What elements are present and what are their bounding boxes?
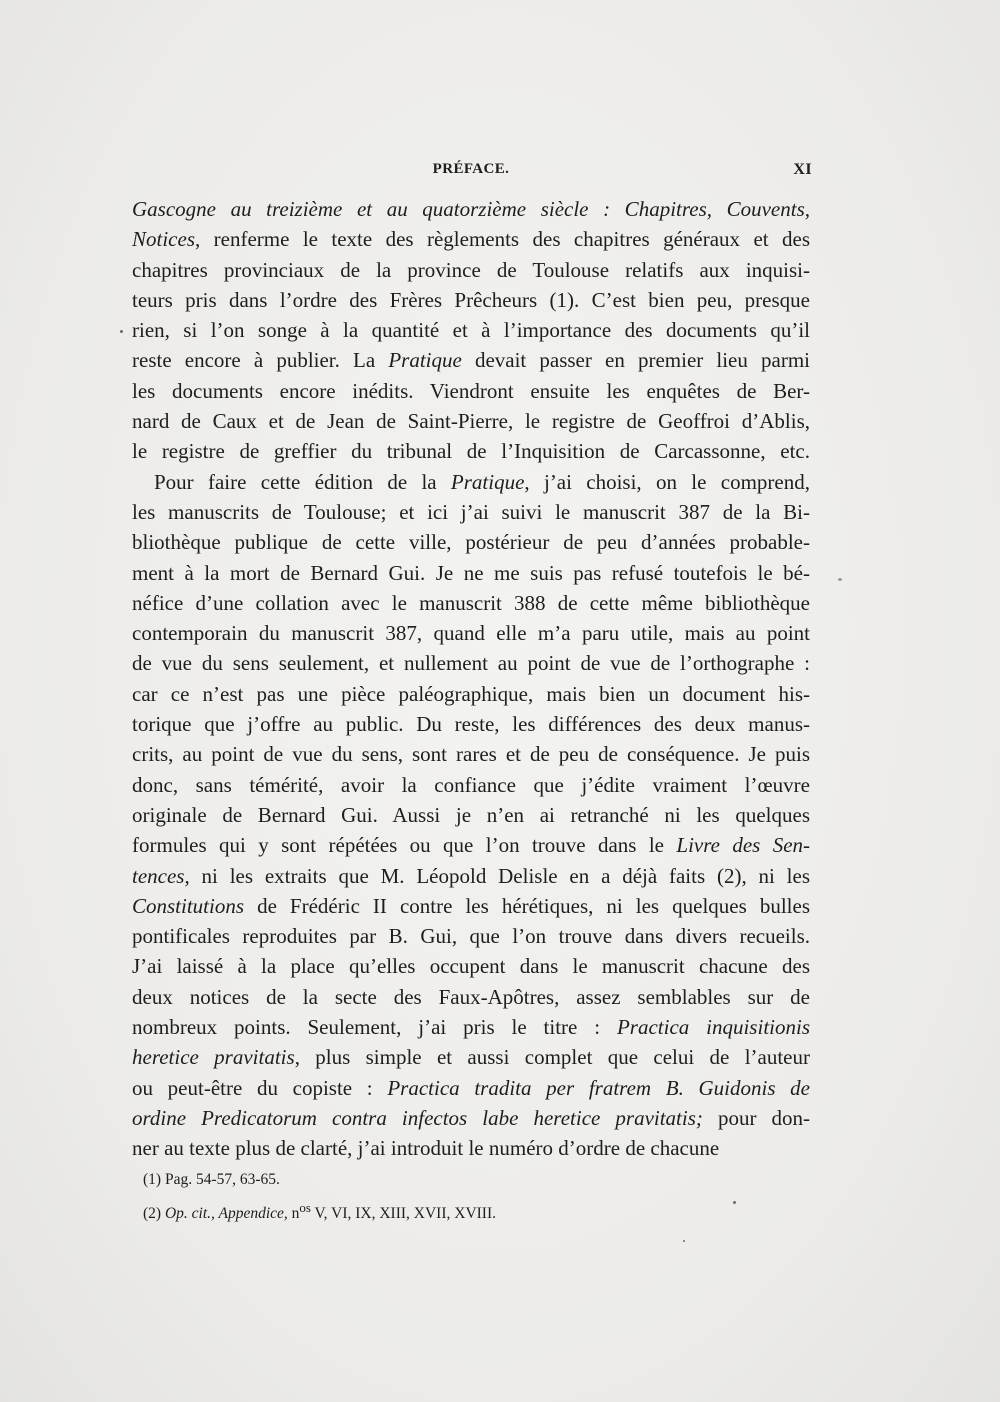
text-line: deux notices de la secte des Faux-Apôtres, assez semblables sur de: [132, 984, 810, 1009]
text-line: Gascogne au treizième et au quatorzième siècle : Chapitres, Couvents,: [132, 197, 810, 221]
text-line: torique que j’offre au public. Du reste, les différences des deux manus-: [132, 712, 810, 737]
text-line: chapitres provinciaux de la province de Toulouse relatifs aux inquisi-: [132, 257, 810, 282]
paper-speck: [683, 1240, 685, 1242]
running-head: [130, 158, 812, 184]
text-line: bliothèque publique de cette ville, postérieur de peu d’années probable-: [132, 530, 810, 555]
text-line: nombreux points. Seulement, j’ai pris le titre : Practica inquisitionis: [132, 1015, 810, 1040]
body-text: [132, 194, 810, 1164]
text-line: rien, si l’on songe à la quantité et à l’importance des documents qu’il: [132, 318, 810, 343]
text-line: le registre de greffier du tribunal de l’Inquisition de Carcassonne, etc.: [132, 439, 810, 464]
text-line: originale de Bernard Gui. Aussi je n’en ai retranché ni les quelques: [132, 802, 810, 827]
paper-speck: [838, 578, 842, 581]
text-line: nard de Caux et de Jean de Saint-Pierre, le registre de Geoffroi d’Ablis,: [132, 409, 810, 434]
text-line: ou peut-être du copiste : Practica tradita per fratrem B. Guidonis de: [132, 1075, 810, 1100]
text-line: pontificales reproduites par B. Gui, que l’on trouve dans divers recueils.: [132, 924, 810, 949]
running-title: PRÉFACE.: [432, 161, 510, 177]
text-line: teurs pris dans l’ordre des Frères Prêcheurs (1). C’est bien peu, presque: [132, 287, 810, 312]
text-line: les documents encore inédits. Viendront ensuite les enquêtes de Ber-: [132, 378, 810, 403]
footnote-2: (2) Op. cit., Appendice, $n^{os}$ V, VI, IX, XIII, XVII, XVIII.: [143, 1200, 496, 1223]
footnote-1: (1) Pag. 54-57, 63-65.: [143, 1171, 280, 1188]
page-number: XI: [793, 161, 812, 178]
text-line: contemporain du manuscrit 387, quand elle m’a paru utile, mais au point: [132, 621, 810, 646]
text-line: Notices, renferme le texte des règlements des chapitres généraux et des: [132, 227, 810, 252]
text-line: de vue du sens seulement, et nullement au point de vue de l’orthographe :: [132, 651, 810, 676]
text-line: ner au texte plus de clarté, j’ai introduit le numéro d’ordre de chacune: [132, 1136, 720, 1161]
paper-speck: [733, 1201, 736, 1204]
text-line: ment à la mort de Bernard Gui. Je ne me suis pas refusé toutefois le bé-: [132, 560, 810, 585]
text-line: tences, ni les extraits que M. Léopold Delisle en a déjà faits (2), ni les: [132, 863, 810, 888]
text-line: donc, sans témérité, avoir la confiance que j’édite vraiment l’œuvre: [132, 772, 810, 797]
text-line: néfice d’une collation avec le manuscrit 388 de cette même bibliothèque: [132, 590, 810, 615]
text-line: ordine Predicatorum contra infectos labe heretice pravitatis; pour don-: [132, 1105, 810, 1130]
text-line: reste encore à publier. La Pratique devait passer en premier lieu parmi: [132, 348, 810, 373]
text-line: car ce n’est pas une pièce paléographique, mais bien un document his-: [132, 681, 810, 706]
text-line: Pour faire cette édition de la Pratique, j’ai choisi, on le comprend,: [154, 469, 810, 494]
paper-speck: [120, 330, 123, 333]
text-line: heretice pravitatis, plus simple et aussi complet que celui de l’auteur: [132, 1045, 810, 1070]
text-line: crits, au point de vue du sens, sont rares et de peu de conséquence. Je puis: [132, 742, 810, 767]
text-line: Constitutions de Frédéric II contre les hérétiques, ni les quelques bulles: [132, 893, 810, 918]
footnotes: [143, 1166, 803, 1222]
text-line: les manuscrits de Toulouse; et ici j’ai suivi le manuscrit 387 de la Bi-: [132, 499, 810, 524]
text-line: formules qui y sont répétées ou que l’on trouve dans le Livre des Sen-: [132, 833, 811, 858]
text-line: J’ai laissé à la place qu’elles occupent dans le manuscrit chacune des: [132, 954, 810, 979]
